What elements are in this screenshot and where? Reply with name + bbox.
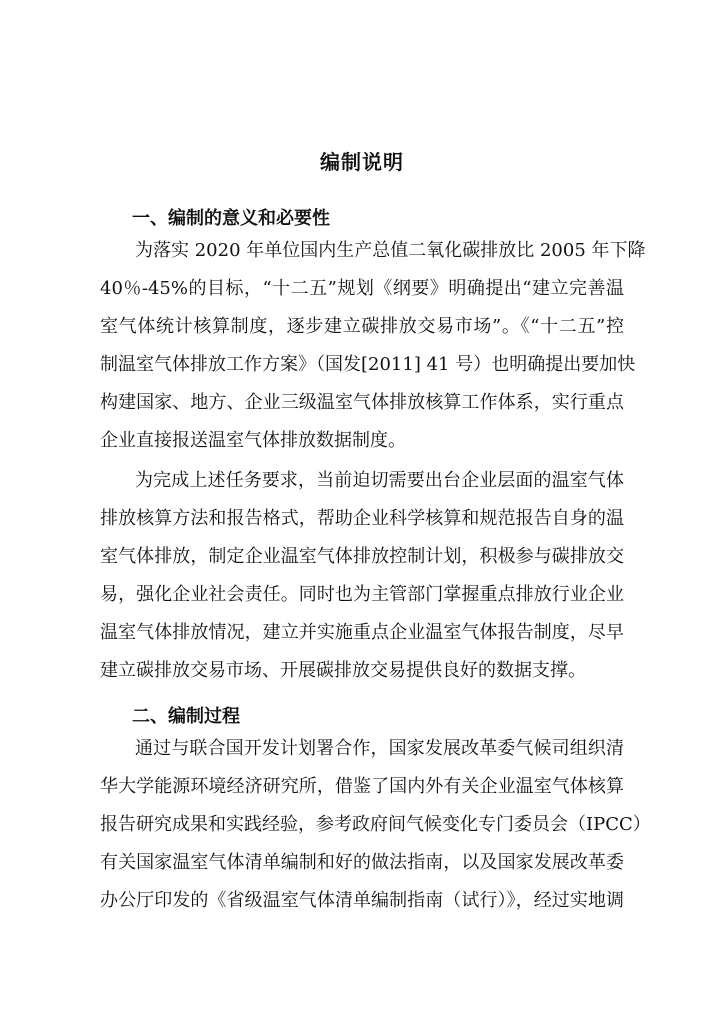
paragraph-line: 室气体排放，制定企业温室气体排放控制计划，积极参与碳排放交 (100, 546, 624, 567)
paragraph-line: 有关国家温室气体清单编制和好的做法指南，以及国家发展改革委 (100, 852, 624, 873)
paragraph-line: 制温室气体排放工作方案》（国发[2011] 41 号）也明确提出要加快 (100, 354, 636, 375)
paragraph-line: 报告研究成果和实践经验，参考政府间气候变化专门委员会（IPCC） (100, 814, 651, 835)
paragraph-line: 温室气体排放情况，建立并实施重点企业温室气体报告制度，尽早 (100, 622, 624, 643)
paragraph-line: 室气体统计核算制度，逐步建立碳排放交易市场”。《“十二五”控 (100, 316, 624, 337)
paragraph-line: 为完成上述任务要求，当前迫切需要出台企业层面的温室气体 (135, 470, 624, 491)
paragraph-line: 40％-45%的目标，“十二五”规划《纲要》明确提出“建立完善温 (100, 278, 624, 299)
paragraph-line: 排放核算方法和报告格式，帮助企业科学核算和规范报告自身的温 (100, 508, 624, 529)
paragraph-line: 办公厅印发的《省级温室气体清单编制指南（试行）》，经过实地调 (100, 890, 624, 911)
section-heading: 二、编制过程 (132, 706, 240, 727)
page-title: 编制说明 (320, 150, 404, 174)
paragraph-line: 华大学能源环境经济研究所，借鉴了国内外有关企业温室气体核算 (100, 776, 624, 797)
paragraph-line: 企业直接报送温室气体排放数据制度。 (100, 430, 406, 451)
paragraph-line: 易，强化企业社会责任。同时也为主管部门掌握重点排放行业企业 (100, 584, 624, 605)
paragraph-line: 构建国家、地方、企业三级温室气体排放核算工作体系，实行重点 (100, 392, 624, 413)
paragraph-line: 通过与联合国开发计划署合作，国家发展改革委气候司组织清 (135, 738, 624, 759)
paragraph-line: 为落实 2020 年单位国内生产总值二氧化碳排放比 2005 年下降 (135, 240, 646, 261)
paragraph-line: 建立碳排放交易市场、开展碳排放交易提供良好的数据支撑。 (100, 660, 586, 681)
section-heading: 一、编制的意义和必要性 (132, 208, 330, 229)
